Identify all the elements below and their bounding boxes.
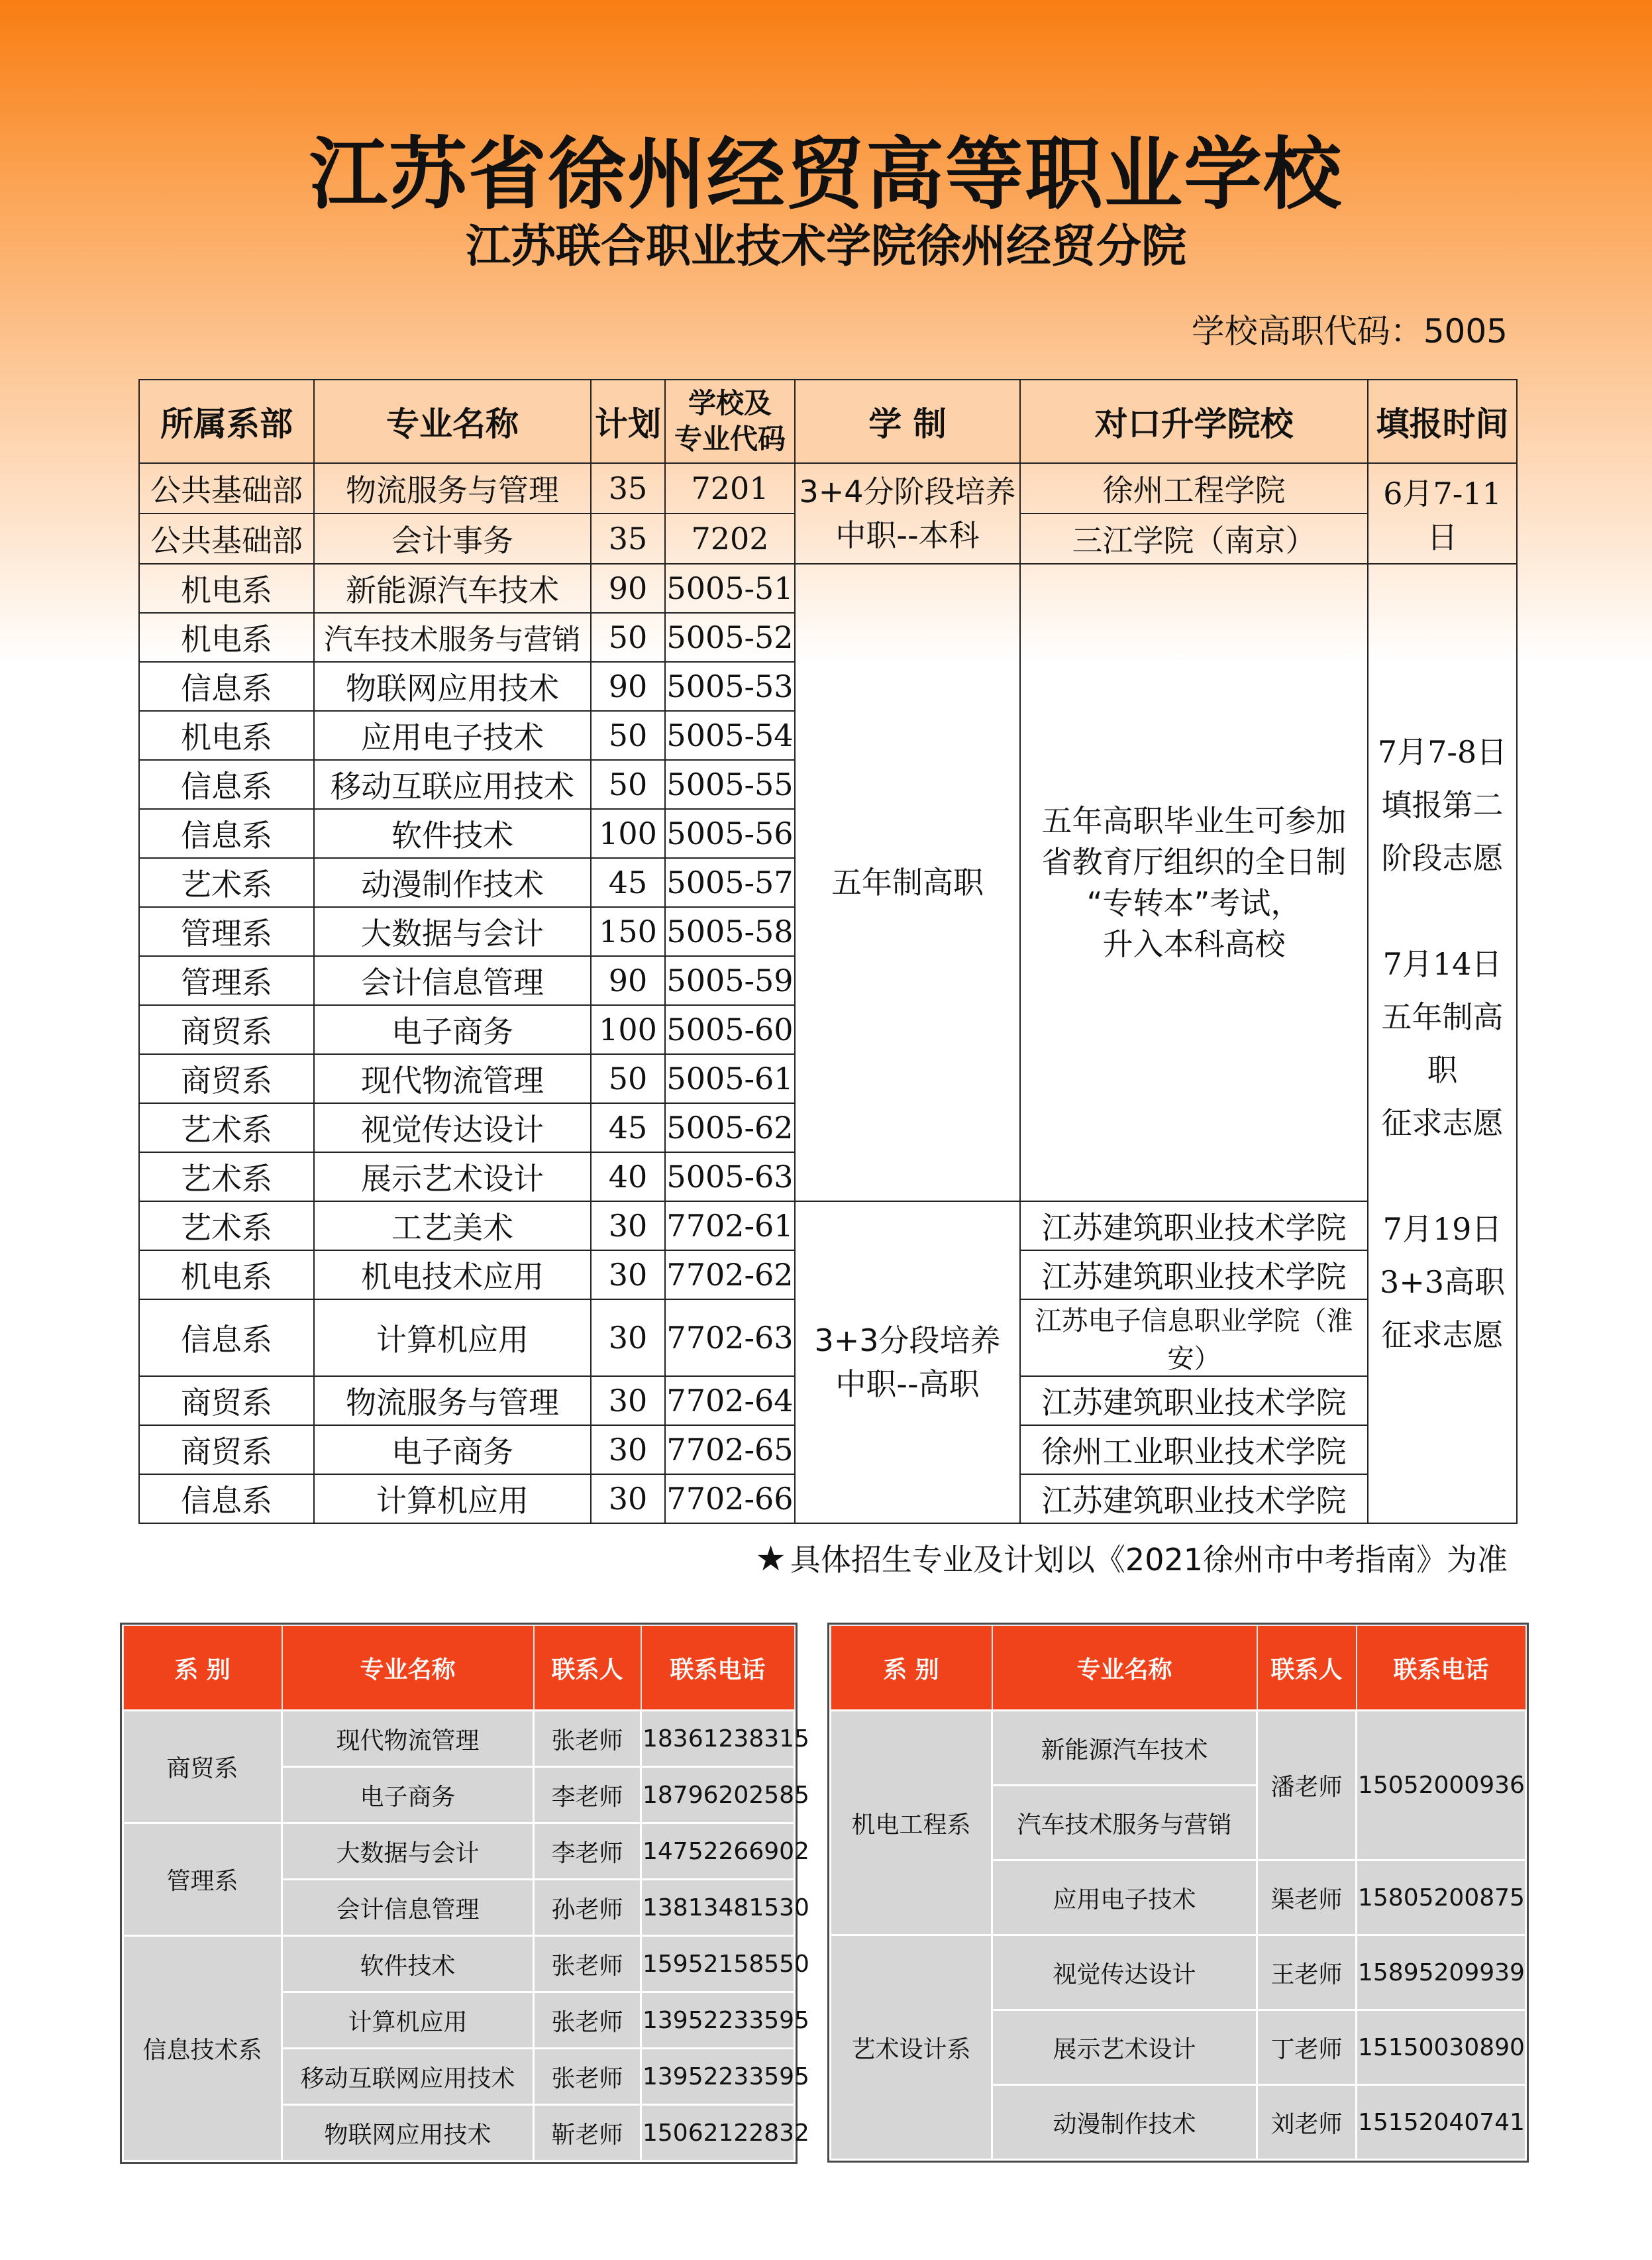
- cell-major: 应用电子技术: [992, 1860, 1257, 1935]
- cell-person: 张老师: [534, 1936, 641, 1992]
- col-header-college: 对口升学院校: [1020, 380, 1368, 463]
- cell-code: 7702-65: [665, 1425, 795, 1474]
- cell-major: 现代物流管理: [282, 1711, 534, 1767]
- cell-major: 物联网应用技术: [314, 662, 591, 711]
- cell-major: 展示艺术设计: [314, 1152, 591, 1201]
- cell-dept: 管理系: [139, 907, 314, 956]
- cell-dept: 机电工程系: [831, 1711, 992, 1935]
- table-row: [139, 463, 1517, 513]
- cell-code: 5005-57: [665, 858, 795, 907]
- contact-table-right: [829, 1625, 1527, 2161]
- cell-major: 大数据与会计: [314, 907, 591, 956]
- contact-table-header: [123, 1625, 795, 1711]
- cell-phone: 18796202585: [641, 1767, 795, 1823]
- cell-dept: 艺术系: [139, 1201, 314, 1250]
- col-header-major: 专业名称: [992, 1625, 1257, 1711]
- cell-code: 7702-63: [665, 1299, 795, 1376]
- cell-major: 动漫制作技术: [992, 2085, 1257, 2160]
- cell-major: 电子商务: [282, 1767, 534, 1823]
- cell-plan: 90: [591, 956, 665, 1005]
- footnote: [755, 1536, 1508, 1580]
- cell-plan: 30: [591, 1474, 665, 1523]
- cell-dept: 商贸系: [139, 1376, 314, 1425]
- cell-college: 徐州工程学院: [1020, 463, 1368, 513]
- cell-code: 5005-56: [665, 809, 795, 858]
- cell-person: 孙老师: [534, 1880, 641, 1936]
- cell-dept: 信息系: [139, 1474, 314, 1523]
- col-header-phone: 联系电话: [641, 1625, 795, 1711]
- contact-table-left: [122, 1625, 809, 2162]
- table-row: [123, 1711, 795, 1767]
- cell-major: 现代物流管理: [314, 1054, 591, 1103]
- cell-dept: 艺术系: [139, 1103, 314, 1152]
- cell-code: 5005-52: [665, 613, 795, 662]
- cell-major: 工艺美术: [314, 1201, 591, 1250]
- time-b2: 五年制高职: [1381, 999, 1504, 1088]
- cell-system-3plus3: 3+3分段培养 中职--高职: [795, 1201, 1020, 1523]
- cell-code: 5005-61: [665, 1054, 795, 1103]
- cell-code: 5005-53: [665, 662, 795, 711]
- cell-plan: 30: [591, 1299, 665, 1376]
- cell-major: 物流服务与管理: [314, 463, 591, 513]
- cell-dept: 机电系: [139, 1250, 314, 1299]
- cell-plan: 30: [591, 1376, 665, 1425]
- cell-plan: 50: [591, 760, 665, 809]
- table-row: [139, 1201, 1517, 1250]
- cell-person: 李老师: [534, 1767, 641, 1823]
- cell-code: 7202: [665, 513, 795, 564]
- cell-dept: 机电系: [139, 564, 314, 613]
- col-header-dept: 所属系部: [139, 380, 314, 463]
- cell-code: 5005-58: [665, 907, 795, 956]
- cell-time-block: [1368, 564, 1517, 1523]
- cell-system-3plus4: 3+4分阶段培养 中职--本科: [795, 463, 1020, 564]
- cell-code: 7702-66: [665, 1474, 795, 1523]
- cell-major: 视觉传达设计: [992, 1935, 1257, 2010]
- cell-dept: 信息系: [139, 662, 314, 711]
- cell-major: 会计信息管理: [282, 1880, 534, 1936]
- cell-major: 软件技术: [282, 1936, 534, 1992]
- col-header-major: 专业名称: [314, 380, 591, 463]
- cell-major: 大数据与会计: [282, 1823, 534, 1880]
- table-row: [123, 1936, 795, 1992]
- cell-major: 物联网应用技术: [282, 2105, 534, 2161]
- footnote-text: 具体招生专业及计划以《2021徐州市中考指南》为准: [790, 1542, 1508, 1578]
- cell-college: 徐州工业职业技术学院: [1020, 1425, 1368, 1474]
- cell-plan: 35: [591, 463, 665, 513]
- cell-major: 会计信息管理: [314, 956, 591, 1005]
- cell-dept: 信息系: [139, 1299, 314, 1376]
- cell-major: 新能源汽车技术: [992, 1711, 1257, 1786]
- cell-major: 物流服务与管理: [314, 1376, 591, 1425]
- school-code: [1192, 305, 1508, 352]
- table-row: [123, 1823, 795, 1880]
- cell-major: 动漫制作技术: [314, 858, 591, 907]
- cell-major: 会计事务: [314, 513, 591, 564]
- enrollment-table: [138, 379, 1518, 1524]
- cell-code: 5005-63: [665, 1152, 795, 1201]
- cell-dept: 机电系: [139, 711, 314, 760]
- cell-time-first: 6月7-11日: [1368, 463, 1517, 564]
- cell-plan: 50: [591, 1054, 665, 1103]
- cell-dept: 商贸系: [123, 1711, 282, 1823]
- enrollment-table-header: [139, 380, 1517, 463]
- cell-code: 5005-51: [665, 564, 795, 613]
- cell-major: 视觉传达设计: [314, 1103, 591, 1152]
- col-header-phone: 联系电话: [1357, 1625, 1526, 1711]
- cell-plan: 150: [591, 907, 665, 956]
- cell-dept: 公共基础部: [139, 463, 314, 513]
- cell-major: 应用电子技术: [314, 711, 591, 760]
- time-c2: 3+3高职: [1379, 1264, 1506, 1300]
- cell-person: 李老师: [534, 1823, 641, 1880]
- cell-dept: 信息系: [139, 809, 314, 858]
- cell-transfer-note: 五年高职毕业生可参加 省教育厅组织的全日制 “专转本”考试， 升入本科高校: [1020, 564, 1368, 1201]
- time-a3: 阶段志愿: [1381, 840, 1504, 876]
- cell-major: 汽车技术服务与营销: [992, 1786, 1257, 1860]
- cell-college: 江苏建筑职业技术学院: [1020, 1201, 1368, 1250]
- cell-person: 潘老师: [1257, 1711, 1357, 1860]
- cell-phone: 15152040741: [1357, 2085, 1526, 2160]
- cell-major: 移动互联应用技术: [314, 760, 591, 809]
- table-row: [139, 564, 1517, 613]
- cell-person: 张老师: [534, 2049, 641, 2105]
- cell-dept: 公共基础部: [139, 513, 314, 564]
- time-b1: 7月14日: [1382, 946, 1502, 982]
- cell-plan: 100: [591, 809, 665, 858]
- table-row: [831, 1711, 1526, 1786]
- cell-phone: 13952233595: [641, 1992, 795, 2049]
- time-a2: 填报第二: [1381, 787, 1504, 823]
- cell-person: 靳老师: [534, 2105, 641, 2161]
- cell-person: 刘老师: [1257, 2085, 1357, 2160]
- cell-code: 5005-62: [665, 1103, 795, 1152]
- cell-code: 5005-59: [665, 956, 795, 1005]
- cell-code: 7702-62: [665, 1250, 795, 1299]
- col-header-plan: 计划: [591, 380, 665, 463]
- col-header-dept: 系 别: [831, 1625, 992, 1711]
- cell-dept: 商贸系: [139, 1425, 314, 1474]
- time-a1: 7月7-8日: [1377, 734, 1508, 770]
- cell-code: 5005-55: [665, 760, 795, 809]
- cell-major: 机电技术应用: [314, 1250, 591, 1299]
- col-header-system: 学 制: [795, 380, 1020, 463]
- cell-person: 王老师: [1257, 1935, 1357, 2010]
- cell-major: 移动互联网应用技术: [282, 2049, 534, 2105]
- cell-dept: 艺术系: [139, 1152, 314, 1201]
- cell-phone: 15150030890: [1357, 2010, 1526, 2085]
- cell-plan: 45: [591, 1103, 665, 1152]
- school-subtitle: 江苏联合职业技术学院徐州经贸分院: [465, 221, 1186, 273]
- cell-major: 电子商务: [314, 1425, 591, 1474]
- cell-phone: 15805200875: [1357, 1860, 1526, 1935]
- table-row: [831, 1935, 1526, 2010]
- cell-college: 江苏建筑职业技术学院: [1020, 1376, 1368, 1425]
- cell-phone: 15062122832: [641, 2105, 795, 2161]
- cell-dept: 信息技术系: [123, 1936, 282, 2161]
- cell-person: 张老师: [534, 1711, 641, 1767]
- cell-plan: 30: [591, 1425, 665, 1474]
- cell-code: 5005-60: [665, 1005, 795, 1054]
- cell-phone: 15895209939: [1357, 1935, 1526, 2010]
- cell-plan: 45: [591, 858, 665, 907]
- cell-college: 江苏建筑职业技术学院: [1020, 1250, 1368, 1299]
- cell-major: 计算机应用: [282, 1992, 534, 2049]
- cell-plan: 90: [591, 564, 665, 613]
- cell-person: 张老师: [534, 1992, 641, 2049]
- col-header-code: 学校及 专业代码: [665, 380, 795, 463]
- cell-plan: 90: [591, 662, 665, 711]
- cell-code: 5005-54: [665, 711, 795, 760]
- cell-plan: 35: [591, 513, 665, 564]
- cell-person: 丁老师: [1257, 2010, 1357, 2085]
- col-header-person: 联系人: [1257, 1625, 1357, 1711]
- cell-code: 7702-61: [665, 1201, 795, 1250]
- cell-college: 江苏建筑职业技术学院: [1020, 1474, 1368, 1523]
- cell-major: 电子商务: [314, 1005, 591, 1054]
- cell-person: 渠老师: [1257, 1860, 1357, 1935]
- cell-plan: 30: [591, 1250, 665, 1299]
- time-b3: 征求志愿: [1381, 1105, 1504, 1141]
- col-header-dept: 系 别: [123, 1625, 282, 1711]
- cell-dept: 商贸系: [139, 1005, 314, 1054]
- school-code-label: 学校高职代码：: [1191, 312, 1423, 350]
- cell-college: 三江学院（南京）: [1020, 513, 1368, 564]
- col-header-time: 填报时间: [1368, 380, 1517, 463]
- cell-system-five-year: 五年制高职: [795, 564, 1020, 1201]
- cell-major: 新能源汽车技术: [314, 564, 591, 613]
- col-header-major: 专业名称: [282, 1625, 534, 1711]
- cell-major: 计算机应用: [314, 1299, 591, 1376]
- cell-code: 7201: [665, 463, 795, 513]
- cell-plan: 30: [591, 1201, 665, 1250]
- cell-major: 软件技术: [314, 809, 591, 858]
- cell-dept: 商贸系: [139, 1054, 314, 1103]
- cell-dept: 艺术设计系: [831, 1935, 992, 2160]
- time-c3: 征求志愿: [1381, 1317, 1504, 1353]
- cell-dept: 管理系: [123, 1823, 282, 1936]
- cell-major: 展示艺术设计: [992, 2010, 1257, 2085]
- time-c1: 7月19日: [1382, 1211, 1502, 1247]
- contact-table-header: [831, 1625, 1526, 1711]
- cell-dept: 机电系: [139, 613, 314, 662]
- cell-college: 江苏电子信息职业学院（淮安）: [1020, 1299, 1368, 1376]
- cell-phone: 15952158550: [641, 1936, 795, 1992]
- cell-code: 7702-64: [665, 1376, 795, 1425]
- cell-dept: 管理系: [139, 956, 314, 1005]
- school-code-value: 5005: [1423, 312, 1508, 350]
- star-icon: ★: [755, 1539, 786, 1579]
- cell-dept: 艺术系: [139, 858, 314, 907]
- cell-plan: 50: [591, 711, 665, 760]
- cell-phone: 13813481530: [641, 1880, 795, 1936]
- cell-plan: 40: [591, 1152, 665, 1201]
- cell-phone: 15052000936: [1357, 1711, 1526, 1860]
- col-header-person: 联系人: [534, 1625, 641, 1711]
- cell-major: 汽车技术服务与营销: [314, 613, 591, 662]
- cell-phone: 13952233595: [641, 2049, 795, 2105]
- cell-plan: 50: [591, 613, 665, 662]
- school-title: 江苏省徐州经贸高等职业学校: [309, 129, 1343, 220]
- cell-dept: 信息系: [139, 760, 314, 809]
- cell-major: 计算机应用: [314, 1474, 591, 1523]
- cell-phone: 14752266902: [641, 1823, 795, 1880]
- cell-plan: 100: [591, 1005, 665, 1054]
- cell-phone: 18361238315: [641, 1711, 795, 1767]
